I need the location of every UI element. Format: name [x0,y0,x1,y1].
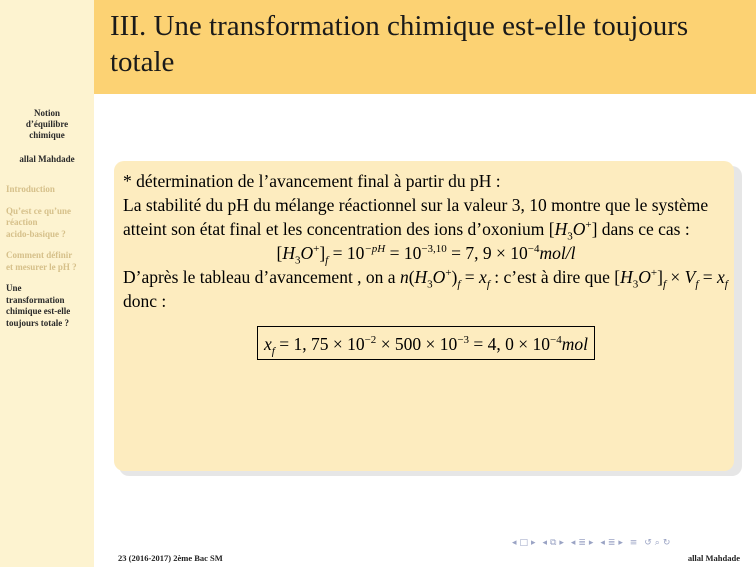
sidebar-title-line: chimique [29,130,65,140]
right-arrow-icon[interactable]: ▸ [559,538,565,548]
block-paragraph: donc : [123,291,167,311]
redo-icon[interactable]: ↻ [662,538,672,548]
left-arrow-icon[interactable]: ◂ [570,538,577,548]
paragraph-text: : c’est à dire que [494,267,610,287]
search-icon[interactable]: ⌕ [654,538,661,548]
unit: mol [561,334,588,354]
exponent: −2 [364,334,377,347]
sidebar-title [0,108,94,141]
right-arrow-icon[interactable]: ▸ [531,538,537,548]
equation-text: = 1, 75 × 10 [279,334,365,354]
sidebar-item-label: réaction [6,217,38,227]
undo-icon[interactable]: ↺ [644,538,653,548]
content-block [114,161,734,471]
sidebar-item-label: et mesurer le pH ? [6,261,77,272]
sidebar-nav [6,184,94,339]
slide-header [94,0,756,94]
exponent: −3 [457,334,470,347]
equation-text: = 4, 0 × 10 [473,334,551,354]
equation-text: × 500 × 10 [380,334,458,354]
equation-concentration: $[H_3O^+]_f = 10^{-pH} = 10^{-3,10} = 7$, $9 \times 10^{-4}mol/l$ [276,243,576,267]
block-paragraph: D’après le tableau d’avancement , on a $n(H_3O^+)_f = x_f$ : c’est à dire que $[H_3O^+]_f \times V_f = x_f$ [123,267,728,291]
exponent: −pH [364,243,386,256]
exponent: −4 [527,243,540,256]
sidebar-item-label: Introduction [6,184,55,194]
sidebar-item-label: transformation [6,294,65,305]
exponent: −4 [550,334,562,347]
equation-text: = 7, 9 × 10 [451,243,528,263]
block-paragraph: La stabilité du pH du mélange réactionnel sur la valeur 3, 10 montre que le système atteint son état final et les concentration des ions d’oxonium $[H_3O^+]$ dans ce cas : [123,195,709,243]
boxed-equation: $x_f = 1$, $75 \times 10^{-2} \times 500 \times 10^{-3} = 4$, $0 \times 10^{-4}mol$ [257,326,595,360]
sidebar-item-label: Une [6,283,22,293]
slide-title: III. Une transformation chimique est-elle toujours totale [110,10,689,78]
right-arrow-icon[interactable]: ▸ [618,538,624,548]
sidebar-item-ph[interactable] [6,250,94,273]
exponent: −3,10 [421,243,447,256]
sidebar-item-label: chimique est-elle [6,306,71,316]
sidebar-title-line: Notion [33,108,60,118]
sidebar-item-label: toujours totale ? [6,317,69,328]
left-arrow-icon[interactable]: ◂ [512,538,518,548]
paragraph-text: dans ce cas : [601,219,690,239]
beamer-nav-bar [512,538,673,548]
sidebar-item-introduction[interactable] [6,184,94,196]
block-heading: * détermination de l’avancement final à partir du pH : [123,171,501,191]
paragraph-text: D’après le tableau d’avancement , on a [123,267,396,287]
sidebar-title-line: d’équilibre [25,119,69,129]
subsection-icon[interactable]: ≣ [578,538,587,548]
footer-right: allal Mahdade [687,553,740,563]
sidebar-author: allal Mahdade [19,154,75,164]
sidebar-item-label: acido-basique ? [6,228,66,239]
sidebar-item-label: Comment définir [6,250,73,260]
sidebar [0,0,94,567]
footer-left: 23 (2016-2017) 2ème Bac SM [118,553,223,563]
frame-icon[interactable]: □ [519,538,530,548]
sidebar-item-transformation[interactable] [6,283,94,329]
unit: mol/l [539,243,576,263]
align-icon[interactable]: ≡ [629,538,639,548]
sidebar-item-acido-basique[interactable] [6,206,94,241]
subsection-icon[interactable]: ≣ [607,538,617,548]
left-arrow-icon[interactable]: ◂ [542,538,548,548]
left-arrow-icon[interactable]: ◂ [600,538,606,548]
section-icon[interactable]: ⧉ [549,538,558,548]
paragraph-text: La stabilité du pH du mélange réactionnel sur la valeur 3, 10 montre que le système atteint son état final et les concentration des ions d’oxonium [123,195,709,239]
right-arrow-icon[interactable]: ▸ [588,538,595,548]
sidebar-item-label: Qu’est ce qu’une [6,205,71,216]
